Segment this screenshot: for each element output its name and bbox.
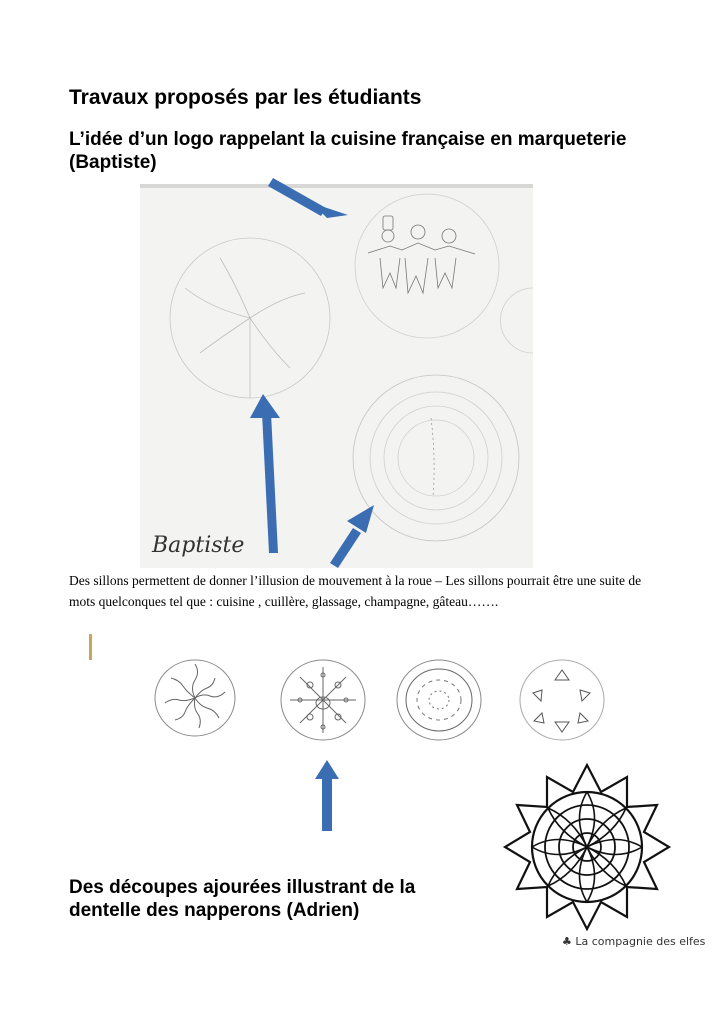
watermark	[562, 935, 705, 948]
photo-edge-fragment	[89, 634, 92, 660]
doily-lace-image	[502, 762, 672, 932]
disc-triangles	[520, 660, 604, 740]
disc-dots	[281, 660, 365, 740]
page-title: Travaux proposés par les étudiants	[69, 86, 422, 109]
disc-concentric	[397, 660, 481, 740]
arrow-icon	[330, 505, 374, 568]
photo-caption: Des sillons permettent de donner l’illusion de mouvement à la roue – Les sillons pourrait être une suite de mots quelconques tel que : cuisine , cuillère, glassage, champagne, gâteau…….	[69, 573, 642, 609]
disc-wavy	[155, 660, 235, 736]
section-heading-baptiste: L’idée d’un logo rappelant la cuisine française en marqueterie (Baptiste)	[69, 129, 627, 173]
arrow-icon	[250, 394, 280, 553]
section-heading-adrien: Des découpes ajourées illustrant de la dentelle des napperons (Adrien)	[69, 877, 416, 921]
arrow-icon	[268, 178, 348, 218]
arrow-icon	[315, 760, 339, 831]
cutout-discs	[150, 655, 610, 750]
watermark-text: La compagnie des elfes	[575, 935, 706, 948]
elf-logo-icon: ♣	[562, 935, 572, 948]
signature-baptiste: Baptiste	[152, 533, 245, 558]
